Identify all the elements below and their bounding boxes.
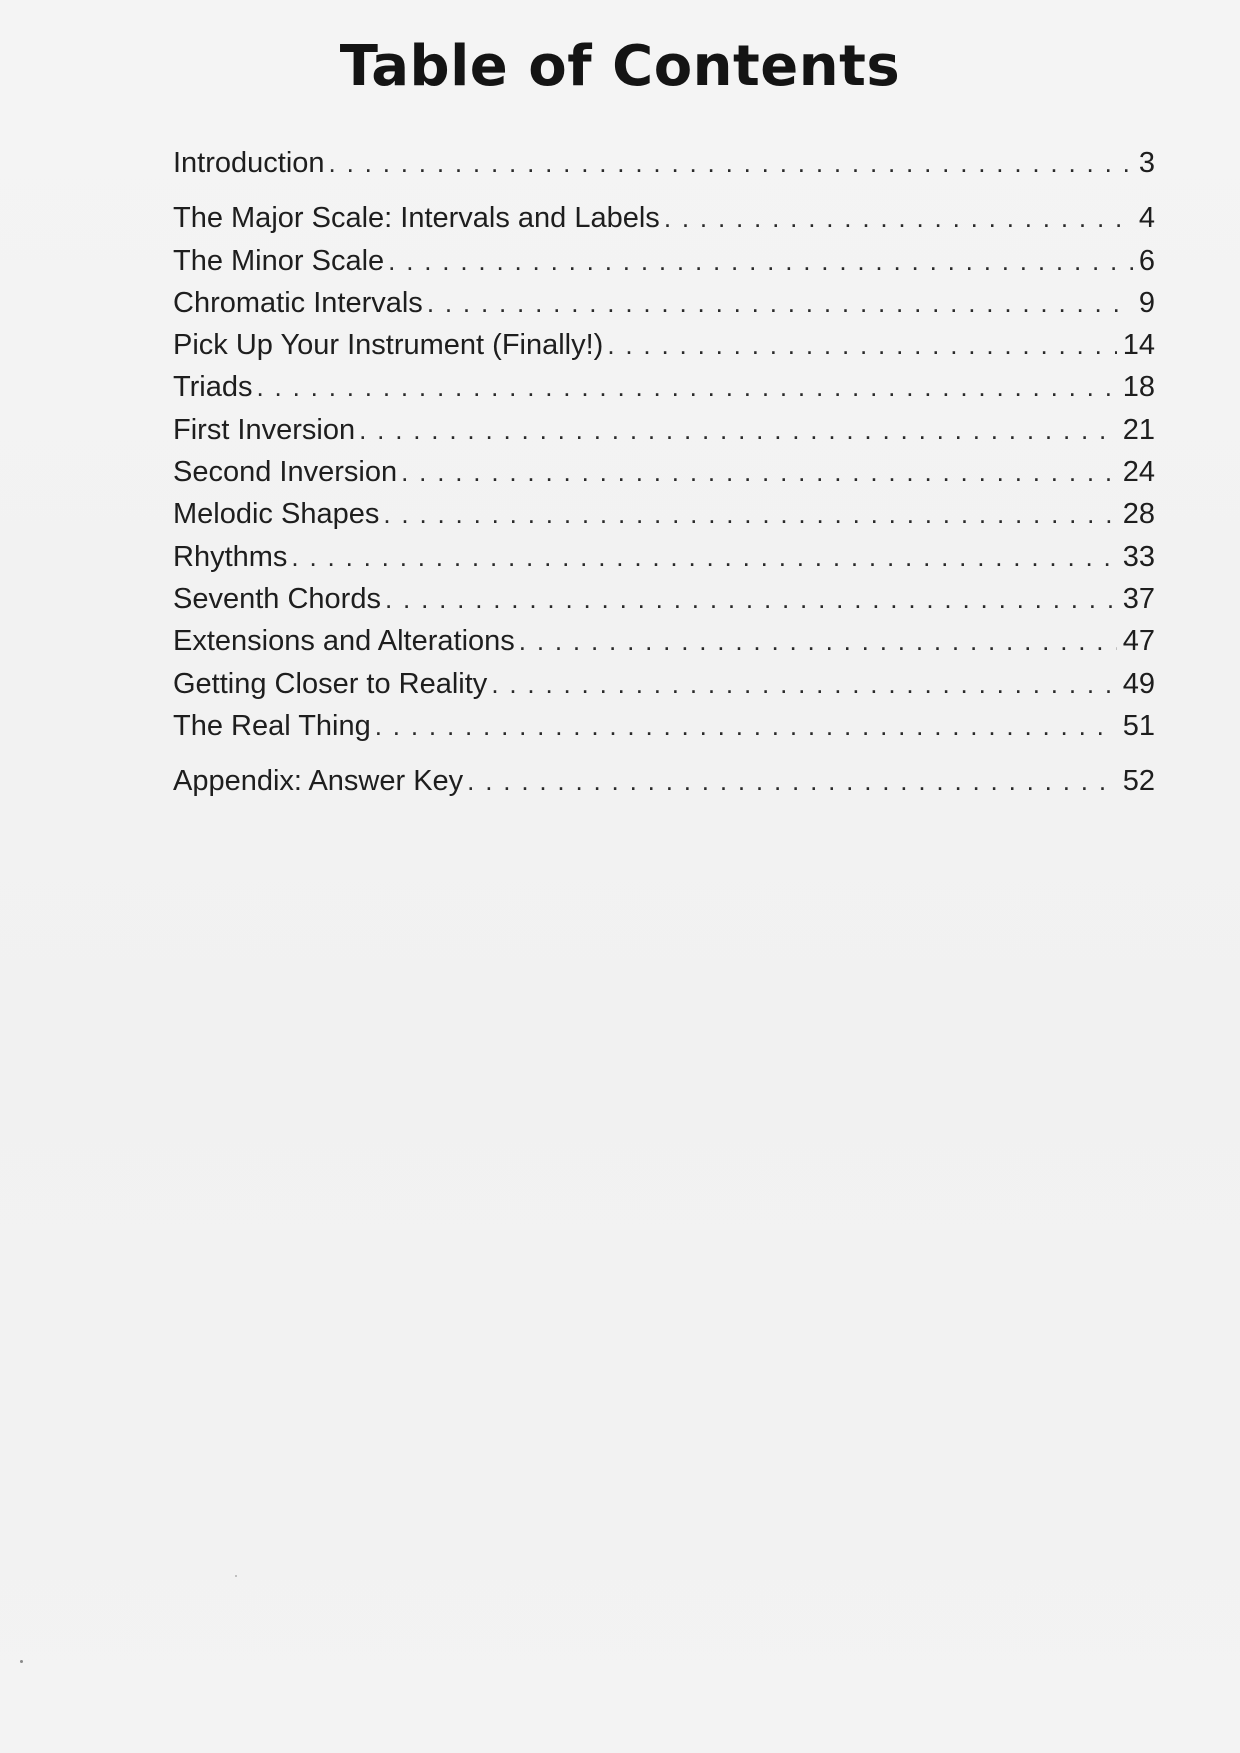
dot-leader <box>359 409 1117 451</box>
toc-entry-title: Second Inversion <box>173 456 398 489</box>
toc-entry-title: The Minor Scale <box>173 244 385 277</box>
dot-leader <box>375 705 1117 747</box>
toc-entry-page: 51 <box>1122 709 1155 742</box>
toc-entry-title: The Major Scale: Intervals and Labels <box>173 202 660 235</box>
toc-entry-page: 14 <box>1122 329 1155 362</box>
dot-leader <box>401 451 1117 493</box>
toc-entry-getting-closer[interactable] <box>173 663 1155 705</box>
toc-entry-page: 18 <box>1122 371 1155 404</box>
toc-entry-title: Introduction <box>173 147 325 179</box>
toc-entry-page: 52 <box>1122 765 1155 798</box>
page-title: Table of Contents <box>339 34 901 99</box>
toc-entry-page: 4 <box>1138 202 1155 235</box>
toc-entry-seventh-chords[interactable] <box>173 578 1155 620</box>
toc-entry-page: 3 <box>1138 147 1155 179</box>
toc-entry-page: 24 <box>1122 456 1155 489</box>
dot-leader <box>427 282 1133 324</box>
toc-entry-title: Seventh Chords <box>173 582 381 615</box>
toc-entry-title: Rhythms <box>173 540 288 573</box>
toc-entry-appendix[interactable] <box>173 760 1155 802</box>
dot-leader <box>329 142 1133 184</box>
dot-leader <box>388 240 1133 282</box>
dot-leader <box>607 324 1116 366</box>
toc-entry-title: Getting Closer to Reality <box>173 667 488 700</box>
toc-entry-page: 9 <box>1138 286 1155 319</box>
toc-entry-first-inversion[interactable] <box>173 409 1155 451</box>
toc-entry-extensions-alterations[interactable] <box>173 620 1155 662</box>
toc-entry-title: Chromatic Intervals <box>173 286 423 319</box>
toc-entry-title: Melodic Shapes <box>173 498 380 531</box>
toc-entry-page: 33 <box>1122 540 1155 573</box>
toc-entry-title: First Inversion <box>173 413 356 446</box>
dot-leader <box>491 663 1116 705</box>
toc-entry-triads[interactable] <box>173 366 1155 408</box>
dot-leader <box>519 620 1117 662</box>
toc-entry-title: The Real Thing <box>173 709 371 742</box>
dot-leader <box>664 197 1133 239</box>
toc-entry-page: 6 <box>1138 244 1155 277</box>
toc-entry-second-inversion[interactable] <box>173 451 1155 493</box>
scan-speck <box>235 1575 237 1577</box>
toc-entry-real-thing[interactable] <box>173 705 1155 747</box>
dot-leader <box>257 366 1117 408</box>
toc-entry-title: Triads <box>173 371 253 404</box>
scan-speck <box>20 1660 23 1663</box>
toc-entry-rhythms[interactable] <box>173 536 1155 578</box>
dot-leader <box>467 760 1117 802</box>
toc-entry-major-scale[interactable] <box>173 197 1155 239</box>
dot-leader <box>291 536 1116 578</box>
toc-entry-title: Appendix: Answer Key <box>173 765 464 798</box>
toc-entry-page: 37 <box>1122 582 1155 615</box>
toc-entry-page: 47 <box>1122 625 1155 658</box>
toc-entry-title: Pick Up Your Instrument (Finally!) <box>173 329 604 362</box>
toc-entry-minor-scale[interactable] <box>173 240 1155 282</box>
toc-entry-page: 49 <box>1122 667 1155 700</box>
dot-leader <box>383 493 1116 535</box>
toc-entry-chromatic-intervals[interactable] <box>173 282 1155 324</box>
table-of-contents <box>173 142 1155 802</box>
toc-entry-page: 21 <box>1122 413 1155 446</box>
toc-entry-introduction[interactable] <box>173 142 1155 184</box>
toc-entry-title: Extensions and Alterations <box>173 625 515 658</box>
toc-entry-page: 28 <box>1122 498 1155 531</box>
toc-entry-melodic-shapes[interactable] <box>173 493 1155 535</box>
dot-leader <box>385 578 1117 620</box>
toc-entry-pick-up-instrument[interactable] <box>173 324 1155 366</box>
